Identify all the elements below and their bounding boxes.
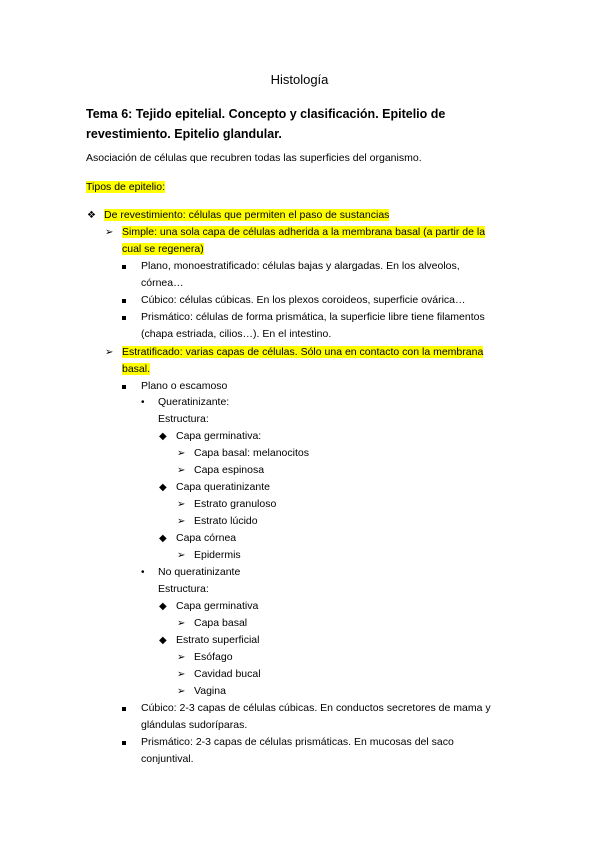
arrow-bullet-icon: ➢ — [105, 347, 114, 358]
nq-item-capa-basal: Capa basal — [194, 617, 248, 629]
simple-prismatico: Prismático: células de forma prismática, la superficie libre tiene filamentos (chapa estriada, cilios…). En el intestino. — [141, 311, 485, 340]
arrow-bullet-icon: ➢ — [177, 550, 186, 561]
q-item-epidermis: Epidermis — [194, 549, 241, 561]
queratinizante: Queratinizante: — [158, 396, 230, 408]
square-bullet-icon — [122, 309, 126, 326]
nq-group-superficial: Estrato superficial — [176, 634, 260, 646]
diamond-bullet-icon: ❖ — [87, 210, 96, 221]
nq-item-esofago: Esófago — [194, 651, 233, 663]
estructura-label: Estructura: — [158, 413, 209, 425]
arrow-bullet-icon: ➢ — [177, 686, 186, 697]
simple-plano: Plano, monoestratificado: células bajas y alargadas. En los alveolos, córnea… — [141, 260, 460, 289]
q-group-queratinizante: Capa queratinizante — [176, 481, 270, 493]
square-bullet-icon — [122, 258, 126, 275]
q-item-estrato-granuloso: Estrato granuloso — [194, 498, 277, 510]
simple-item: Simple: una sola capa de células adherida a la membrana basal (a partir de la cual se regenera) — [122, 226, 486, 255]
no-queratinizante: No queratinizante — [158, 566, 241, 578]
simple-cubico: Cúbico: células cúbicas. En los plexos coroideos, superficie ovárica… — [141, 294, 466, 306]
dot-bullet-icon: • — [141, 567, 145, 578]
topic-heading: Tema 6: Tejido epitelial. Concepto y clasificación. Epitelio de revestimiento. Epitelio glandular. — [86, 107, 446, 141]
q-group-germinativa: Capa germinativa: — [176, 430, 262, 442]
arrow-bullet-icon: ➢ — [177, 618, 186, 629]
diamond-bullet-icon: ◆ — [159, 635, 167, 646]
square-bullet-icon — [122, 734, 126, 751]
arrow-bullet-icon: ➢ — [177, 448, 186, 459]
q-item-estrato-lucido: Estrato lúcido — [194, 515, 258, 527]
arrow-bullet-icon: ➢ — [177, 516, 186, 527]
plano-escamoso: Plano o escamoso — [141, 380, 228, 392]
q-item-capa-basal: Capa basal: melanocitos — [194, 447, 309, 459]
square-bullet-icon — [122, 292, 126, 309]
page-title: Histología — [270, 72, 329, 87]
revestimiento-item: De revestimiento: células que permiten el paso de sustancias — [104, 209, 390, 221]
types-heading: Tipos de epitelio: — [86, 181, 165, 193]
diamond-bullet-icon: ◆ — [159, 482, 167, 493]
square-bullet-icon — [122, 700, 126, 717]
nq-item-cavidad-bucal: Cavidad bucal — [194, 668, 261, 680]
estratificado-cubico: Cúbico: 2-3 capas de células cúbicas. En conductos secretores de mama y glándulas sudoríparas. — [141, 702, 491, 731]
arrow-bullet-icon: ➢ — [177, 669, 186, 680]
square-bullet-icon — [122, 378, 126, 395]
diamond-bullet-icon: ◆ — [159, 533, 167, 544]
q-item-capa-espinosa: Capa espinosa — [194, 464, 265, 476]
intro-text: Asociación de células que recubren todas las superficies del organismo. — [86, 152, 422, 164]
q-group-cornea: Capa córnea — [176, 532, 237, 544]
arrow-bullet-icon: ➢ — [177, 652, 186, 663]
arrow-bullet-icon: ➢ — [177, 499, 186, 510]
nq-item-vagina: Vagina — [194, 685, 226, 697]
dot-bullet-icon: • — [141, 397, 145, 408]
nq-group-germinativa: Capa germinativa — [176, 600, 259, 612]
diamond-bullet-icon: ◆ — [159, 601, 167, 612]
arrow-bullet-icon: ➢ — [177, 465, 186, 476]
estratificado-item: Estratificado: varias capas de células. Sólo una en contacto con la membrana basal. — [122, 346, 484, 375]
estratificado-prismatico: Prismático: 2-3 capas de células prismáticas. En mucosas del saco conjuntival. — [141, 736, 454, 765]
arrow-bullet-icon: ➢ — [105, 227, 114, 238]
diamond-bullet-icon: ◆ — [159, 431, 167, 442]
estructura-label-2: Estructura: — [158, 583, 209, 595]
